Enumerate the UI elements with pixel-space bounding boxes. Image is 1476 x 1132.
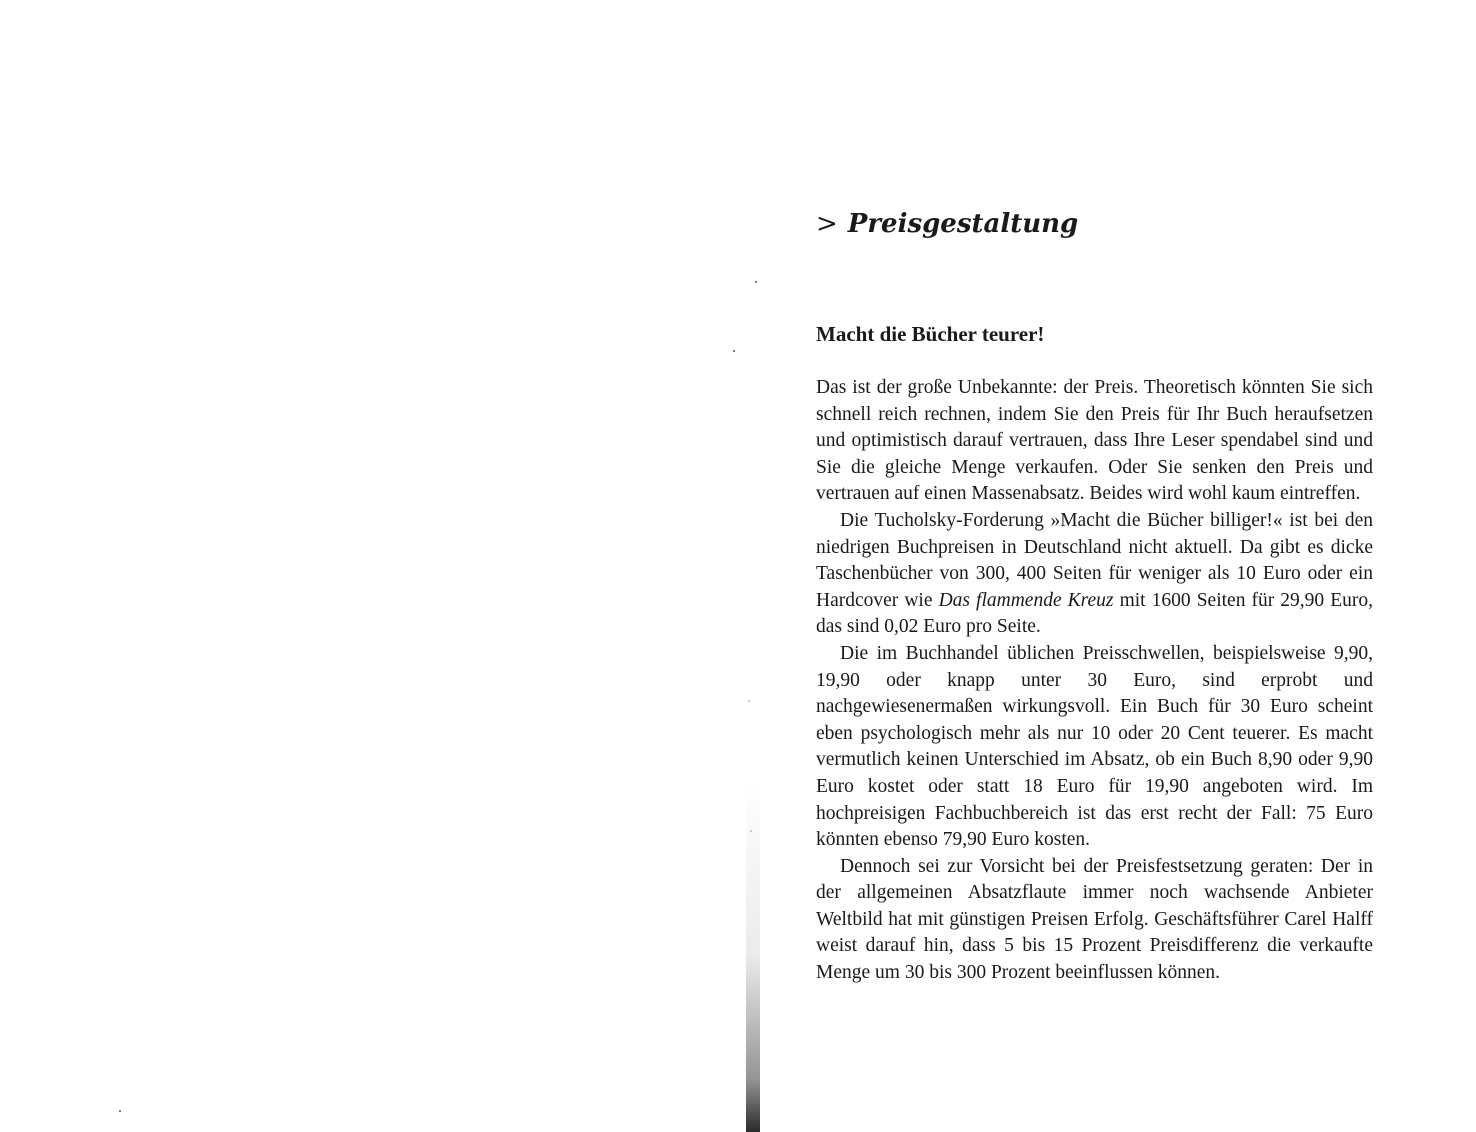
paragraph-2-text-after: mit 1600 Seiten für 29,90 Euro, das sind 0,02 Euro pro Seite. bbox=[816, 589, 1373, 638]
book-title: Das flammende Kreuz bbox=[938, 589, 1114, 611]
paragraph-1: Das ist der große Unbekannte: der Preis. Theoretisch könnten Sie sich schnell reich rechnen, indem Sie den Preis für Ihr Buch heraufsetzen und optimistisch darauf vertrauen, dass Ihre Leser spendabel sind und Sie die gleiche Menge verkaufen. Oder Sie senken den Preis und vertrauen auf einen Massenabsatz. Beides wird wohl kaum eintreffen. bbox=[816, 377, 1373, 505]
gutter-shadow bbox=[746, 780, 760, 1132]
scan-speck bbox=[748, 700, 750, 702]
scan-speck bbox=[733, 350, 735, 352]
scan-speck bbox=[755, 281, 757, 283]
body-text bbox=[816, 375, 1373, 987]
chapter-title: Preisgestaltung bbox=[847, 209, 1079, 239]
paragraph-2-text-before: Die Tucholsky-Forderung »Macht die Bücher billiger!« ist bei den niedrigen Buchpreisen in Deutschland nicht aktuell. Da gibt es dicke Taschenbücher von 300, 400 Seiten für weniger als 10 Euro oder ein Hardcover wie bbox=[816, 509, 1373, 611]
scan-speck bbox=[750, 830, 752, 832]
chapter-marker: > bbox=[816, 209, 838, 239]
section-heading: Macht die Bücher teurer! bbox=[816, 322, 1045, 346]
paragraph-4: Dennoch sei zur Vorsicht bei der Preisfestsetzung geraten: Der in der allgemeinen Absatzflaute immer noch wachsende Anbieter Weltbild hat mit günstigen Preisen Erfolg. Geschäftsführer Carel Halff weist darauf hin, dass 5 bis 15 Prozent Preisdifferenz die verkaufte Menge um 30 bis 300 Prozent beeinflussen können. bbox=[816, 855, 1373, 984]
paragraph-2 bbox=[816, 508, 1373, 641]
scan-speck bbox=[119, 1110, 121, 1112]
paragraph-3: Die im Buchhandel üblichen Preisschwellen, beispielsweise 9,90, 19,90 oder knapp unter 30 Euro, sind erprobt und nachgewiesenermaßen wirkungsvoll. Ein Buch für 30 Euro scheint eben psychologisch mehr als nur 10 oder 20 Cent teuerer. Es macht vermutlich keinen Unterschied im Absatz, ob ein Buch 8,90 oder 9,90 Euro kostet oder statt 18 Euro für 19,90 angeboten wird. Im hochpreisigen Fachbuchbereich ist das erst recht der Fall: 75 Euro könnten ebenso 79,90 Euro kosten. bbox=[816, 642, 1373, 851]
right-page bbox=[816, 205, 1373, 987]
chapter-heading bbox=[816, 205, 1373, 243]
